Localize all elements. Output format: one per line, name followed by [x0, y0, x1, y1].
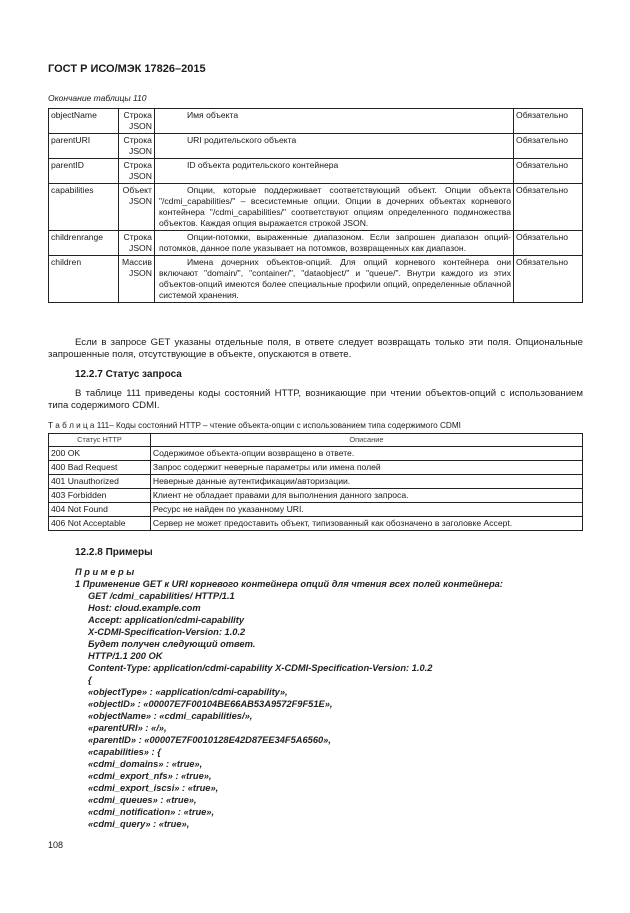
description-text: Опции-потомки, выраженные диапазоном. Если запрошен диапазон опций-потомков, данное поле указывает на потомков, возвращенных как диапазон.: [158, 232, 512, 253]
section-heading-12-2-7: 12.2.7 Статус запроса: [75, 369, 182, 380]
code-line: «cdmi_queues» : «true»,: [88, 795, 197, 805]
column-header-description: Описание: [150, 434, 582, 447]
code-line: «cdmi_export_nfs» : «true»,: [88, 771, 212, 781]
status-description: Сервер не может предоставить объект, типизованный как обозначено в заголовке Accept.: [150, 517, 582, 531]
field-name: childrenrange: [49, 231, 119, 256]
code-line: «parentURI» : «/»,: [88, 723, 167, 733]
table-row: [49, 231, 583, 256]
example-1-title: 1 Применение GET к URI корневого контейнера опций для чтения всех полей контейнера:: [75, 579, 503, 589]
field-type: Объект JSON: [118, 184, 154, 231]
caption-prefix: Т а б л и ц а: [48, 421, 95, 430]
table-row: [49, 109, 583, 134]
description-text: URI родительского объекта: [186, 135, 297, 145]
examples-label: П р и м е р ы: [75, 567, 135, 577]
code-line: «objectName» : «cdmi_capabilities/»,: [88, 711, 253, 721]
table-row: [49, 184, 583, 231]
field-description: [154, 231, 513, 256]
field-description: [154, 256, 513, 303]
code-line: HTTP/1.1 200 OK: [88, 651, 163, 661]
table-row: [49, 461, 583, 475]
code-line: «parentID» : «00007E7F0010128E42D87EE34F5A6560»,: [88, 735, 331, 745]
field-name: capabilities: [49, 184, 119, 231]
description-text: Имена дочерних объектов-опций. Для опций корневого контейнера они включают "domain/", "container/", "dataobject/" и "queue/". Внутри каждого из этих объектов-опций имеются более специальные профили опций, определенные облачной системой хранения.: [158, 257, 512, 300]
field-requirement: Обязательно: [514, 256, 583, 303]
column-header-status: Статус HTTP: [49, 434, 151, 447]
table-row: [49, 134, 583, 159]
table-row: [49, 447, 583, 461]
field-requirement: Обязательно: [514, 109, 583, 134]
table-110-caption: Окончание таблицы 110: [48, 93, 147, 103]
document-header: ГОСТ Р ИСО/МЭК 17826–2015: [48, 63, 206, 75]
description-text: Опции, которые поддерживает соответствующий объект. Опции объекта "/cdmi_capabilities/" – всесистемные опции. Опции в дочерних объектах корневого контейнера "/cdmi_capabilities/" соответствуют опциям определенного подмножества объектов. Каждая опция выражается строкой JSON.: [158, 185, 512, 228]
table-111: [48, 433, 583, 531]
code-line: Будет получен следующий ответ.: [88, 639, 256, 649]
status-code: 400 Bad Request: [49, 461, 151, 475]
field-type: Массив JSON: [118, 256, 154, 303]
field-description: [154, 109, 513, 134]
status-description: Клиент не обладает правами для выполнения данного запроса.: [150, 489, 582, 503]
table-row: [49, 503, 583, 517]
table-110: [48, 108, 583, 303]
field-name: parentURI: [49, 134, 119, 159]
paragraph-table-111-intro: В таблице 111 приведены коды состояний HTTP, возникающие при чтении объектов-опций с использованием типа содержимого CDMI.: [48, 388, 583, 411]
table-row: [49, 256, 583, 303]
example-block: [48, 566, 503, 830]
field-requirement: Обязательно: [514, 159, 583, 184]
field-description: [154, 159, 513, 184]
page-number: 108: [48, 840, 64, 850]
field-type: Строка JSON: [118, 231, 154, 256]
code-listing: [48, 590, 503, 830]
table-row: [49, 159, 583, 184]
table-row: [49, 489, 583, 503]
code-line: «objectType» : «application/cdmi-capability»,: [88, 687, 288, 697]
field-description: [154, 184, 513, 231]
field-name: children: [49, 256, 119, 303]
field-name: objectName: [49, 109, 119, 134]
field-type: Строка JSON: [118, 159, 154, 184]
status-description: Неверные данные аутентификации/авторизации.: [150, 475, 582, 489]
status-code: 401 Unauthorized: [49, 475, 151, 489]
status-description: Запрос содержит неверные параметры или имена полей: [150, 461, 582, 475]
code-line: Accept: application/cdmi-capability: [88, 615, 245, 625]
code-line: GET /cdmi_capabilities/ HTTP/1.1: [88, 591, 235, 601]
status-description: Содержимое объекта-опции возвращено в ответе.: [150, 447, 582, 461]
field-type: Строка JSON: [118, 134, 154, 159]
code-line: «objectID» : «00007E7F00104BE66AB53A9572F9F51E»,: [88, 699, 333, 709]
description-text: ID объекта родительского контейнера: [186, 160, 339, 170]
code-line: «capabilities» : {: [88, 747, 161, 757]
status-code: 404 Not Found: [49, 503, 151, 517]
section-heading-12-2-8: 12.2.8 Примеры: [75, 547, 153, 558]
table-row: [49, 475, 583, 489]
code-line: «cdmi_export_iscsi» : «true»,: [88, 783, 219, 793]
description-text: Имя объекта: [186, 110, 239, 120]
status-code: 200 OK: [49, 447, 151, 461]
field-requirement: Обязательно: [514, 134, 583, 159]
field-name: parentID: [49, 159, 119, 184]
table-111-caption: [48, 421, 461, 430]
caption-text: 111– Коды состояний HTTP – чтение объекта-опции с использованием типа содержимого CDMI: [96, 421, 461, 430]
field-requirement: Обязательно: [514, 184, 583, 231]
paragraph-get-fields: Если в запросе GET указаны отдельные поля, в ответе следует возвращать только эти поля. Опциональные запрошенные поля, отсутствующие в объекте, опускаются в ответе.: [48, 337, 583, 360]
code-line: «cdmi_domains» : «true»,: [88, 759, 203, 769]
field-requirement: Обязательно: [514, 231, 583, 256]
code-line: X-CDMI-Specification-Version: 1.0.2: [88, 627, 246, 637]
code-line: «cdmi_notification» : «true»,: [88, 807, 215, 817]
code-line: Host: cloud.example.com: [88, 603, 201, 613]
status-code: 406 Not Acceptable: [49, 517, 151, 531]
field-description: [154, 134, 513, 159]
code-line: «cdmi_query» : «true»,: [88, 819, 190, 829]
code-line: Content-Type: application/cdmi-capability X-CDMI-Specification-Version: 1.0.2: [88, 663, 433, 673]
table-row: [49, 517, 583, 531]
field-type: Строка JSON: [118, 109, 154, 134]
code-line: {: [88, 675, 92, 685]
status-code: 403 Forbidden: [49, 489, 151, 503]
status-description: Ресурс не найден по указанному URI.: [150, 503, 582, 517]
